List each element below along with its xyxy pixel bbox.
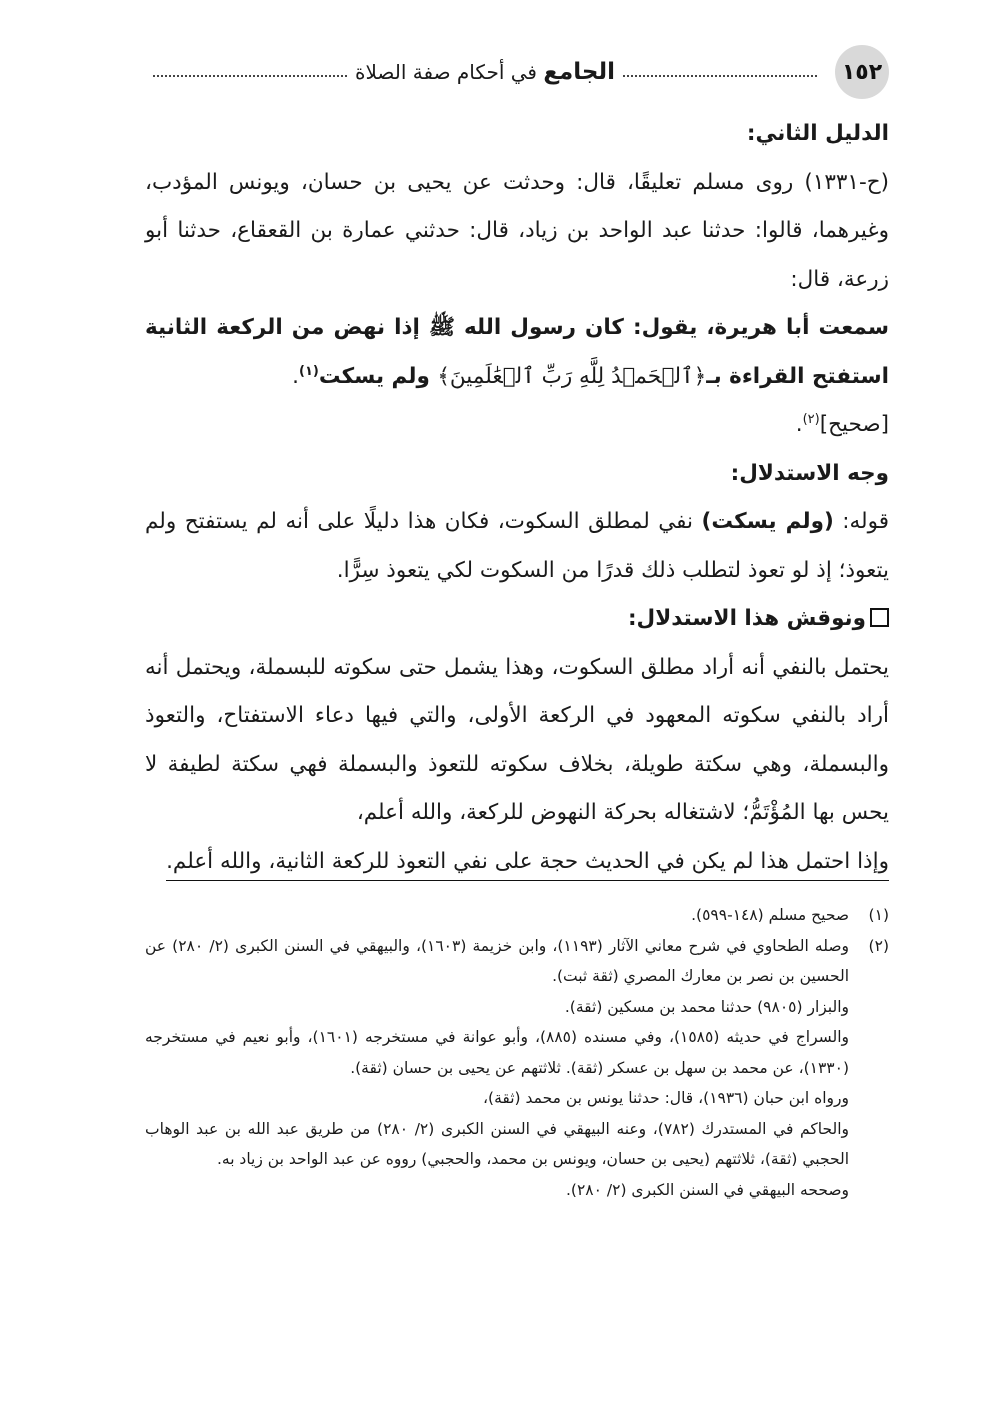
book-title bbox=[355, 59, 615, 85]
grade-end: . bbox=[795, 412, 803, 437]
book-title-main: الجامع bbox=[543, 59, 616, 85]
section-heading-inference: وجه الاستدلال: bbox=[730, 460, 889, 486]
quran-verse: ﴿ٱلۡحَمۡدُ لِلَّهِ رَبِّ ٱلۡعَٰلَمِينَ﴾ bbox=[437, 363, 707, 389]
footnote-1 bbox=[145, 900, 889, 931]
header-dotted-leader-left bbox=[153, 75, 347, 77]
footnote-2-line-ibn-hibban: ورواه ابن حبان (١٩٣٦)، قال: حدثنا يونس بن محمد (ثقة)، bbox=[483, 1089, 849, 1107]
discussion-heading-text: ونوقش هذا الاستدلال: bbox=[627, 606, 866, 631]
footnote-text: وصله الطحاوي في شرح معاني الآثار (١١٩٣)، وابن خزيمة (١٦٠٣)، والبيهقي في السنن الكبرى (٢/ ٢٨٠) عن الحسين بن نصر بن معارك المصري (ثقة ثبت). bbox=[145, 936, 849, 985]
footnotes bbox=[145, 900, 889, 1205]
running-head bbox=[145, 50, 889, 94]
hadith-text-part1: سمعت أبا هريرة، يقول: كان رسول الله ﷺ إذا نهض من الركعة الثانية استفتح القراءة بـ bbox=[145, 315, 889, 389]
page-number-badge: ١٥٢ bbox=[835, 45, 889, 99]
book-title-prep: في bbox=[510, 60, 537, 84]
main-text bbox=[145, 110, 889, 886]
section-heading-second-evidence: الدليل الثاني: bbox=[746, 121, 889, 146]
section-heading-discussion bbox=[145, 595, 889, 644]
hadith-grade bbox=[145, 401, 889, 450]
inference-quote: (ولم يسكت) bbox=[701, 509, 834, 534]
book-title-rest: أحكام صفة الصلاة bbox=[354, 60, 505, 84]
discussion-paragraph: يحتمل بالنفي أنه أراد مطلق السكوت، وهذا يشمل حتى سكوته للبسملة، ويحتمل أنه أراد بالنفي سكوته المعهود في الركعة الأولى، والتي فيها دعاء الاستفتاح، والتعوذ والبسملة، وهي سكتة طويلة، بخلاف سكوته للتعوذ والبسملة فهي سكتة لطيفة لا يحس بها المُؤْتَمُّ؛ لاشتغاله بحركة النهوض للركعة، والله أعلم، bbox=[145, 654, 889, 825]
discussion-conclusion bbox=[145, 838, 889, 887]
inference-pre: قوله: bbox=[833, 509, 889, 534]
conclusion-underlined: وإذا احتمل هذا لم يكن في الحديث حجة على نفي التعوذ للركعة الثانية، والله أعلم. bbox=[166, 849, 889, 881]
footnote-ref-2[interactable]: (٢) bbox=[802, 411, 820, 427]
footnote-text: صحيح مسلم (١٤٨-٥٩٩). bbox=[691, 906, 849, 924]
footnote-2-line-sarraj: والسراج في حديثه (١٥٨٥)، وفي مسنده (٨٨٥)، وأبو عوانة في مستخرجه (١٦٠١)، وأبو نعيم في مستخرجه (١٣٣٠)، عن محمد بن سهل بن عسكر (ثقة). ثلاثتهم عن يحيى بن حسان (ثقة). bbox=[145, 1028, 849, 1077]
checkbox-square-icon bbox=[870, 608, 889, 627]
footnote-2-line-bazzar: والبزار (٩٨٠٥) حدثنا محمد بن مسكين (ثقة). bbox=[564, 997, 849, 1016]
footnote-2 bbox=[145, 931, 889, 992]
footnote-2-line-bayhaqi: وصححه البيهقي في السنن الكبرى (٢/ ٢٨٠). bbox=[565, 1180, 849, 1199]
footnote-2-line-hakim: والحاكم في المستدرك (٧٨٢)، وعنه البيهقي في السنن الكبرى (٢/ ٢٨٠) من طريق عبد الله بن عبد الوهاب الحجبي (ثقة)، ثلاثتهم (يحيى بن حسان، ويونس بن محمد، والحجبي) رووه عن عبد الواحد بن زياد به. bbox=[145, 1119, 849, 1168]
inference-paragraph bbox=[145, 498, 889, 595]
footnote-number: (١) bbox=[868, 906, 889, 924]
hadith-text bbox=[145, 304, 889, 401]
footnote-number: (٢) bbox=[868, 936, 889, 955]
grade-label: [صحيح] bbox=[819, 412, 889, 437]
hadith-end: . bbox=[292, 363, 299, 389]
isnad-paragraph: (ح-١٣٣١) روى مسلم تعليقًا، قال: وحدثت عن يحيى بن حسان، ويونس المؤدب، وغيرهما، قالوا: حدثنا عبد الواحد بن زياد، قال: حدثني عمارة بن القعقاع، حدثنا أبو زرعة، قال: bbox=[145, 169, 889, 292]
hadith-text-part2: ولم يسكت bbox=[318, 363, 430, 389]
header-dotted-leader bbox=[623, 75, 817, 77]
footnote-ref-1[interactable]: (١) bbox=[298, 363, 319, 379]
inference-body: نفي لمطلق السكوت، فكان هذا دليلًا على أنه لم يستفتح ولم يتعوذ؛ إذ لو تعوذ لتطلب ذلك قدرًا من السكوت لكي يتعوذ سِرًّا. bbox=[145, 509, 889, 583]
